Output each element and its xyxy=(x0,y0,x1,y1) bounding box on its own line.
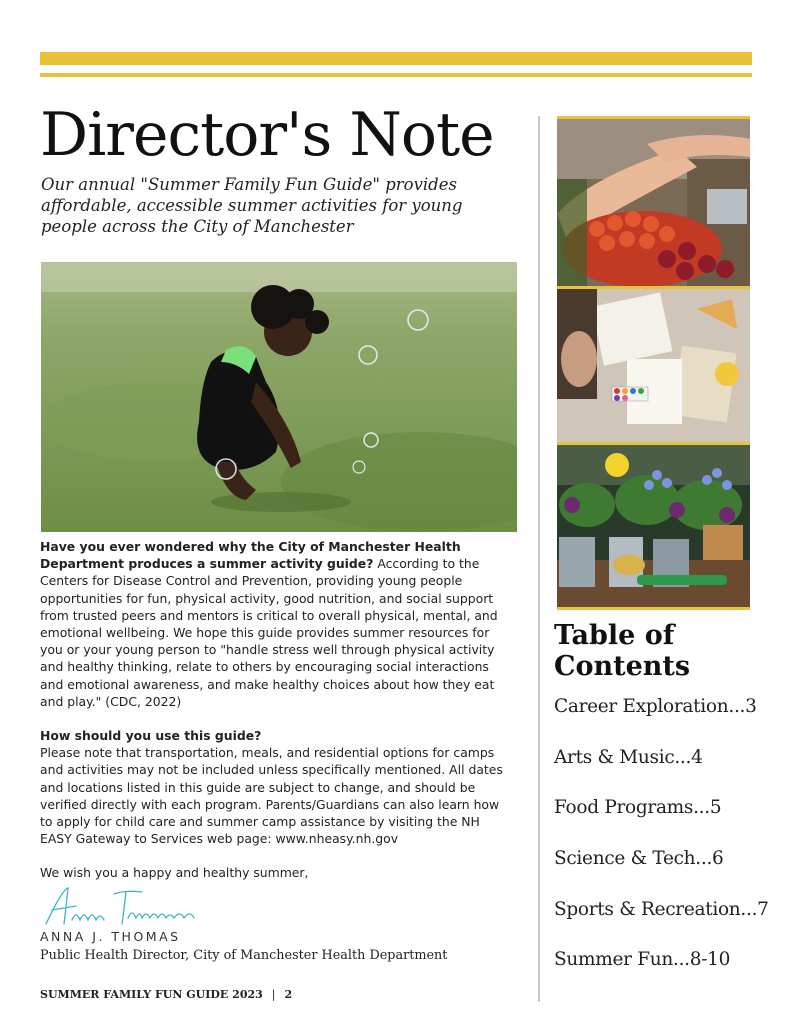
usage-heading: How should you use this guide? xyxy=(40,728,262,744)
usage-paragraph: Please note that transportation, meals, and residential options for camps and activities may not be included unless specifically mentioned. All dates and locations listed in this guide are subject to change, and should be verified directly with each program. Parents/Guardians can also learn how to apply for child care and summer camp assistance by visiting the NH EASY Gateway to Services web page: www.nheasy.nh.gov xyxy=(40,745,503,847)
toc-item-arts-music[interactable]: Arts & Music...4 xyxy=(554,746,703,768)
footer-separator: | xyxy=(271,988,276,1001)
body-text xyxy=(40,538,514,882)
intro-question: Have you ever wondered why the City of Manchester Health Department produces a summer activity guide? xyxy=(40,539,461,572)
farmers-market-photo xyxy=(557,116,750,286)
header-accent-bar xyxy=(40,52,752,65)
header-accent-line xyxy=(40,73,752,77)
page-subtitle: Our annual "Summer Family Fun Guide" provides affordable, accessible summer activities for young people across the City of Manchester xyxy=(41,175,463,236)
toc-item-summer-fun[interactable]: Summer Fun...8-10 xyxy=(554,949,731,971)
toc-item-sports-recreation[interactable]: Sports & Recreation...7 xyxy=(554,898,769,920)
footer-guide-name: SUMMER FAMILY FUN GUIDE xyxy=(40,988,229,1001)
intro-paragraph xyxy=(40,538,514,710)
page-number: 2 xyxy=(284,988,293,1001)
footer-year: 2023 xyxy=(232,988,263,1001)
page-footer xyxy=(40,988,292,1001)
handwritten-signature xyxy=(42,880,202,930)
arts-crafts-photo xyxy=(557,286,750,445)
toc-item-science-tech[interactable]: Science & Tech...6 xyxy=(554,848,724,870)
child-bubbles-photo xyxy=(41,262,517,532)
page-title: Director's Note xyxy=(40,100,494,170)
flower-garden-photo xyxy=(557,442,750,610)
toc-item-food-programs[interactable]: Food Programs...5 xyxy=(554,797,722,819)
toc-title: Table of Contents xyxy=(554,620,691,682)
signer-title: Public Health Director, City of Manchester Health Department xyxy=(40,948,448,963)
column-divider xyxy=(538,116,540,1002)
intro-text: According to the Centers for Disease Control and Prevention, providing young people opportunities for fun, physical activity, good nutrition, and social support from trusted peers and mentors is critical to overall physical, mental, and emotional wellbeing. We hope this guide provides summer resources for you or your young person to "handle stress well through physical activity and healthy thinking, relate to others by encouraging social interactions and emotional awareness, and make healthy choices about how they eat and play." (CDC, 2022) xyxy=(40,556,498,709)
toc-item-career-exploration[interactable]: Career Exploration...3 xyxy=(554,696,757,717)
signer-name: ANNA J. THOMAS xyxy=(40,929,181,944)
closing-line: We wish you a happy and healthy summer, xyxy=(40,865,309,881)
table-of-contents xyxy=(554,696,769,1000)
